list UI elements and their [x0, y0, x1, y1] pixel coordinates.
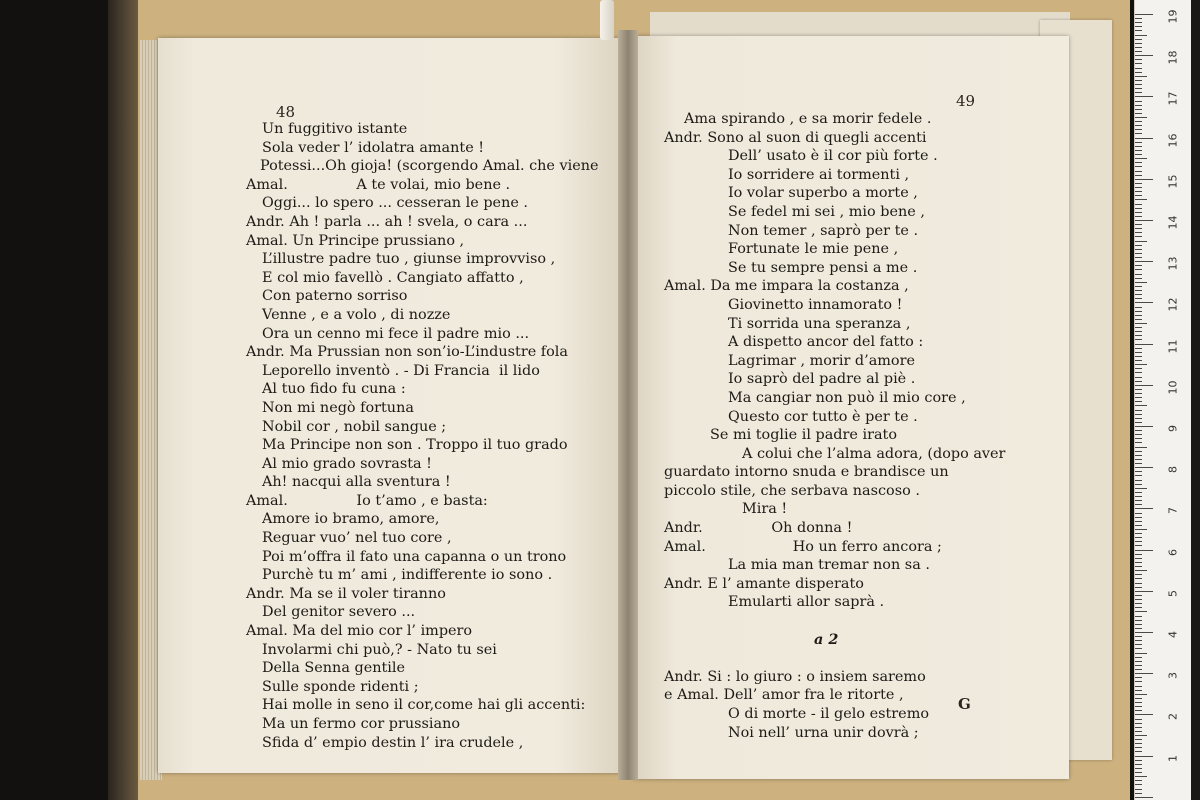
ruler-tick [1135, 636, 1142, 637]
ruler-tick [1135, 377, 1142, 378]
left-line: Andr. Ah ! parla ... ah ! svela, o cara ... [246, 213, 528, 230]
ruler-tick [1135, 183, 1142, 184]
ruler-tick [1135, 401, 1142, 402]
ruler-tick [1135, 690, 1142, 691]
right-line: La mia man tremar non sa . [728, 557, 930, 574]
ruler-number: 2 [1166, 713, 1180, 721]
ruler-number: 17 [1166, 91, 1180, 106]
ruler-tick [1135, 735, 1147, 736]
ruler-tick [1135, 286, 1142, 287]
right-line: Ti sorrida una speranza , [728, 315, 911, 332]
ruler-tick [1135, 521, 1142, 522]
left-line: Non mi negò fortuna [262, 399, 414, 416]
left-line: Ma un fermo cor prussiano [262, 716, 461, 732]
left-line: Amal. Un Principe prussiano , [246, 232, 465, 249]
ruler-tick [1135, 574, 1142, 575]
ruler-tick [1135, 302, 1153, 303]
ruler-tick [1135, 554, 1142, 555]
ruler-tick [1135, 216, 1142, 217]
left-line: Purchè tu m’ ami , indifferente io sono . [262, 567, 553, 584]
ruler-tick [1135, 714, 1153, 715]
ruler-tick [1135, 480, 1142, 481]
ruler-tick [1135, 442, 1142, 443]
ruler-number: 13 [1166, 256, 1180, 271]
ruler-tick [1135, 591, 1153, 592]
ruler-tick [1135, 764, 1142, 765]
ruler-tick [1135, 747, 1142, 748]
ruler-tick [1135, 249, 1142, 250]
left-line: Con paterno sorriso [262, 288, 408, 305]
ruler-tick [1135, 129, 1142, 130]
right-line: Emularti allor saprà . [728, 594, 885, 611]
ruler-tick [1135, 348, 1142, 349]
ruler-tick [1135, 426, 1153, 427]
ruler-tick [1135, 125, 1142, 126]
right-line: a 2 [814, 630, 839, 648]
ruler-tick [1135, 96, 1153, 97]
ruler-tick [1135, 751, 1142, 752]
right-line: A dispetto ancor del fatto : [728, 334, 924, 351]
ruler-tick [1135, 47, 1142, 48]
ruler-tick [1135, 138, 1153, 139]
ruler-tick [1135, 677, 1142, 678]
ruler-tick [1135, 578, 1142, 579]
ruler-tick [1135, 51, 1142, 52]
ruler-tick [1135, 698, 1142, 699]
ruler-tick [1135, 471, 1142, 472]
ruler-tick [1135, 269, 1142, 270]
ruler-tick [1135, 55, 1153, 56]
ruler-tick [1135, 681, 1142, 682]
right-line [664, 649, 1005, 668]
ruler-tick [1135, 14, 1153, 15]
ruler-tick [1135, 459, 1142, 460]
ruler-number: 12 [1166, 297, 1180, 312]
ruler-number: 7 [1166, 507, 1180, 515]
ruler-tick [1135, 422, 1142, 423]
ruler-number: 18 [1166, 50, 1180, 65]
left-line: Poi m’offra il fato una capanna o un trono [262, 548, 567, 565]
ruler-tick [1135, 323, 1147, 324]
ruler-tick [1135, 533, 1142, 534]
ruler-tick [1135, 410, 1142, 411]
left-line: Amore io bramo, amore, [262, 511, 440, 528]
ruler-number: 10 [1166, 380, 1180, 395]
ruler-tick [1135, 80, 1142, 81]
ruler-tick [1135, 475, 1142, 476]
ruler-tick [1135, 760, 1142, 761]
right-line: Amal. Da me impara la costanza , [664, 278, 909, 295]
ruler-tick [1135, 710, 1142, 711]
right-line: Fortunate le mie pene , [728, 241, 899, 258]
ruler-number: 14 [1166, 215, 1180, 230]
right-line: Io volar superbo a morte , [728, 185, 918, 202]
right-line: piccolo stile, che serbava nascoso . [664, 482, 920, 499]
right-line: Andr. Oh donna ! [664, 520, 853, 537]
ruler-tick [1135, 35, 1147, 36]
ruler-tick [1135, 245, 1142, 246]
right-line: Giovinetto innamorato ! [728, 296, 903, 313]
ruler-tick [1135, 59, 1142, 60]
ruler-tick [1135, 208, 1142, 209]
ruler-tick [1135, 414, 1142, 415]
left-line: Amal. A te volai, mio bene . [246, 176, 511, 193]
ruler-tick [1135, 640, 1142, 641]
left-line: Amal. Ma del mio cor l’ impero [246, 623, 473, 640]
ruler-tick [1135, 327, 1142, 328]
ruler-tick [1135, 195, 1142, 196]
ruler-tick [1135, 447, 1147, 448]
ruler-tick [1135, 504, 1142, 505]
ruler-tick [1135, 352, 1142, 353]
right-line: Andr. E l’ amante disperato [664, 575, 864, 592]
left-line: Leporello inventò . - Di Francia il lido [262, 362, 540, 379]
ruler-tick [1135, 179, 1153, 180]
ruler-tick [1135, 63, 1142, 64]
ruler-tick [1135, 727, 1142, 728]
ruler-tick [1135, 723, 1142, 724]
ruler-tick [1135, 274, 1142, 275]
ruler-tick [1135, 158, 1147, 159]
right-line [664, 612, 1005, 631]
ruler-tick [1135, 780, 1142, 781]
ruler-tick [1135, 30, 1142, 31]
ruler-tick [1135, 360, 1142, 361]
ruler-tick [1135, 599, 1142, 600]
left-line: E col mio favellò . Cangiato affatto , [262, 269, 524, 286]
ruler-number: 3 [1166, 672, 1180, 680]
binding-thread [600, 0, 614, 40]
ruler-tick [1135, 298, 1142, 299]
ruler-tick [1135, 611, 1147, 612]
ruler-tick [1135, 508, 1153, 509]
ruler-tick [1135, 418, 1142, 419]
ruler-tick [1135, 743, 1142, 744]
ruler-tick [1135, 686, 1142, 687]
ruler-tick [1135, 105, 1142, 106]
ruler-tick [1135, 405, 1147, 406]
right-line: Se mi toglie il padre irato [710, 427, 897, 444]
ruler-tick [1135, 789, 1142, 790]
ruler-tick [1135, 344, 1153, 345]
ruler-tick [1135, 706, 1142, 707]
right-line: Andr. Sono al suon di quegli accenti [664, 129, 927, 146]
ruler-tick [1135, 673, 1153, 674]
ruler-tick [1135, 92, 1142, 93]
ruler-tick [1135, 550, 1153, 551]
right-line: Ama spirando , e sa morir fedele . [684, 111, 932, 127]
ruler-tick [1135, 620, 1142, 621]
right-page-text [664, 110, 1005, 742]
ruler-tick [1135, 282, 1147, 283]
ruler-number: 9 [1166, 425, 1180, 432]
ruler-tick [1135, 191, 1142, 192]
signature-mark: G [958, 695, 971, 713]
ruler-tick [1135, 562, 1142, 563]
ruler-tick [1135, 797, 1153, 798]
ruler-tick [1135, 793, 1142, 794]
ruler-tick [1135, 438, 1142, 439]
ruler-tick [1135, 142, 1142, 143]
ruler-tick [1135, 393, 1142, 394]
ruler-tick [1135, 488, 1147, 489]
ruler-tick [1135, 109, 1142, 110]
left-line: Del genitor severo ... [262, 604, 416, 621]
left-line: Oggi... lo spero ... cesseran le pene . [262, 195, 529, 212]
left-line: Sulle sponde ridenti ; [262, 678, 419, 695]
right-line: Amal. Ho un ferro ancora ; [664, 538, 942, 555]
right-line: O di morte - il gelo estremo [728, 706, 929, 722]
right-page-number: 49 [956, 92, 976, 110]
ruler-tick [1135, 253, 1142, 254]
ruler-tick [1135, 628, 1142, 629]
ruler-tick [1135, 146, 1142, 147]
ruler-tick [1135, 731, 1142, 732]
right-line: Questo cor tutto è per te . [728, 408, 918, 425]
ruler-tick [1135, 616, 1142, 617]
ruler-tick [1135, 702, 1142, 703]
ruler-tick [1135, 496, 1142, 497]
ruler-tick [1135, 39, 1142, 40]
ruler-tick [1135, 529, 1147, 530]
ruler-tick [1135, 261, 1153, 262]
ruler-tick [1135, 364, 1147, 365]
ruler-tick [1135, 278, 1142, 279]
ruler-number: 11 [1166, 339, 1180, 354]
ruler-number: 19 [1166, 9, 1180, 24]
left-line: Ah! nacqui alla sventura ! [262, 474, 451, 491]
ruler-tick [1135, 232, 1142, 233]
ruler-tick [1135, 657, 1142, 658]
ruler-tick [1135, 68, 1142, 69]
ruler-tick [1135, 669, 1142, 670]
ruler-number: 4 [1166, 631, 1180, 638]
ruler-tick [1135, 772, 1142, 773]
ruler-number: 15 [1166, 174, 1180, 189]
ruler-tick [1135, 644, 1142, 645]
ruler-tick [1135, 257, 1142, 258]
ruler-tick [1135, 220, 1153, 221]
ruler-tick [1135, 113, 1142, 114]
ruler-tick [1135, 175, 1142, 176]
ruler-tick [1135, 434, 1142, 435]
left-line: Ma Principe non son . Troppo il tuo grado [262, 437, 568, 454]
left-line: Sfida d’ empio destin l’ ira crudele , [262, 734, 524, 751]
ruler-tick [1135, 331, 1142, 332]
ruler-tick [1135, 467, 1153, 468]
right-line: Se tu sempre pensi a me . [728, 259, 918, 276]
ruler-tick [1135, 665, 1142, 666]
left-line: Della Senna gentile [262, 660, 405, 677]
book-spine [618, 30, 638, 780]
right-line: Se fedel mi sei , mio bene , [728, 203, 925, 220]
right-line: Lagrimar , morir d’amore [728, 352, 915, 369]
ruler-tick [1135, 517, 1142, 518]
ruler-tick [1135, 607, 1142, 608]
ruler-tick [1135, 319, 1142, 320]
ruler-tick [1135, 171, 1142, 172]
right-line: Non temer , saprò per te . [728, 222, 919, 239]
left-page-number: 48 [276, 103, 296, 121]
ruler-tick [1135, 315, 1142, 316]
right-line: Io sorridere ai tormenti , [728, 166, 910, 183]
left-line: Al mio grado sovrasta ! [262, 455, 432, 472]
ruler-tick [1135, 26, 1142, 27]
ruler-tick [1135, 133, 1142, 134]
right-line: e Amal. Dell’ amor fra le ritorte , [664, 687, 904, 704]
ruler-tick [1135, 307, 1142, 308]
ruler-tick [1135, 587, 1142, 588]
ruler-tick [1135, 339, 1142, 340]
ruler-number: 5 [1166, 589, 1180, 597]
left-page-text [246, 120, 599, 752]
ruler-tick [1135, 72, 1142, 73]
ruler-tick [1135, 397, 1142, 398]
ruler-number: 1 [1166, 754, 1180, 762]
ruler-tick [1135, 335, 1142, 336]
ruler-tick [1135, 768, 1142, 769]
ruler-tick [1135, 162, 1142, 163]
ruler-tick [1135, 22, 1142, 23]
ruler-tick [1135, 199, 1147, 200]
ruler-tick [1135, 603, 1142, 604]
ruler-tick [1135, 492, 1142, 493]
left-line: Andr. Ma Prussian non son’io-L’industre fola [246, 344, 568, 361]
left-line: Amal. Io t’amo , e basta: [246, 492, 488, 509]
ruler-tick [1135, 776, 1147, 777]
left-line: Al tuo fido fu cuna : [262, 381, 406, 398]
ruler-tick [1135, 513, 1142, 514]
ruler-tick [1135, 294, 1142, 295]
measuring-ruler [1134, 0, 1191, 800]
ruler-tick [1135, 525, 1142, 526]
left-line: Nobil cor , nobil sangue ; [262, 418, 447, 435]
ruler-tick [1135, 381, 1142, 382]
ruler-tick [1135, 566, 1142, 567]
right-line: Andr. Si : lo giuro : o insiem saremo [664, 668, 926, 685]
ruler-tick [1135, 661, 1142, 662]
left-line: Potessi...Oh gioja! (scorgendo Amal. che viene [260, 158, 599, 175]
ruler-tick [1135, 101, 1142, 102]
ruler-tick [1135, 463, 1142, 464]
ruler-tick [1135, 484, 1142, 485]
ruler-tick [1135, 18, 1142, 19]
ruler-tick [1135, 784, 1142, 785]
ruler-tick [1135, 739, 1142, 740]
ruler-tick [1135, 212, 1142, 213]
ruler-tick [1135, 632, 1153, 633]
left-line: Reguar vuo’ nel tuo core , [262, 530, 452, 547]
ruler-tick [1135, 455, 1142, 456]
ruler-tick [1135, 187, 1142, 188]
left-line: Ora un cenno mi fece il padre mio ... [262, 325, 530, 342]
ruler-tick [1135, 166, 1142, 167]
left-line: Un fuggitivo istante [262, 121, 408, 137]
ruler-tick [1135, 154, 1142, 155]
ruler-tick [1135, 719, 1142, 720]
ruler-tick [1135, 558, 1142, 559]
left-line: Andr. Ma se il voler tiranno [246, 585, 446, 602]
right-line: Dell’ usato è il cor più forte . [728, 148, 938, 165]
ruler-tick [1135, 541, 1142, 542]
ruler-tick [1135, 648, 1142, 649]
ruler-tick [1135, 43, 1142, 44]
ruler-tick [1135, 624, 1142, 625]
ruler-tick [1135, 204, 1142, 205]
ruler-tick [1135, 88, 1142, 89]
right-line: A colui che l’alma adora, (dopo aver [742, 445, 1006, 462]
left-line: Sola veder l’ idolatra amante ! [262, 139, 485, 156]
ruler-tick [1135, 311, 1142, 312]
ruler-tick [1135, 224, 1142, 225]
ruler-tick [1135, 653, 1147, 654]
ruler-tick [1135, 356, 1142, 357]
right-line: Noi nell’ urna unir dovrà ; [728, 724, 919, 741]
ruler-tick [1135, 265, 1142, 266]
ruler-tick [1135, 570, 1147, 571]
ruler-tick [1135, 537, 1142, 538]
left-line: Hai molle in seno il cor,come hai gli accenti: [262, 697, 586, 714]
ruler-number: 16 [1166, 133, 1180, 148]
ruler-tick [1135, 150, 1142, 151]
board-shadow [108, 0, 138, 800]
left-line: Venne , e a volo , di nozze [262, 306, 451, 323]
ruler-tick [1135, 389, 1142, 390]
right-line: Io saprò del padre al piè . [728, 371, 916, 388]
ruler-tick [1135, 76, 1147, 77]
ruler-tick [1135, 451, 1142, 452]
ruler-tick [1135, 372, 1142, 373]
left-line: L’illustre padre tuo , giunse improvviso , [262, 251, 556, 268]
right-line: Ma cangiar non può il mio core , [728, 389, 966, 406]
ruler-tick [1135, 583, 1142, 584]
ruler-tick [1135, 121, 1142, 122]
ruler-tick [1135, 694, 1147, 695]
right-line: guardato intorno snuda e brandisce un [664, 464, 949, 481]
ruler-tick [1135, 117, 1147, 118]
ruler-tick [1135, 228, 1142, 229]
ruler-tick [1135, 241, 1147, 242]
ruler-tick [1135, 290, 1142, 291]
ruler-tick [1135, 368, 1142, 369]
ruler-tick [1135, 84, 1142, 85]
ruler-tick [1135, 385, 1153, 386]
ruler-tick [1135, 756, 1153, 757]
ruler-number: 6 [1166, 548, 1180, 556]
ruler-tick [1135, 500, 1142, 501]
left-line: Involarmi chi può,? - Nato tu sei [262, 641, 497, 658]
ruler-number: 8 [1166, 466, 1180, 474]
ruler-tick [1135, 236, 1142, 237]
ruler-tick [1135, 545, 1142, 546]
ruler-edge [1191, 0, 1200, 800]
ruler-tick [1135, 595, 1142, 596]
right-line: Mira ! [742, 501, 788, 518]
ruler-tick [1135, 430, 1142, 431]
